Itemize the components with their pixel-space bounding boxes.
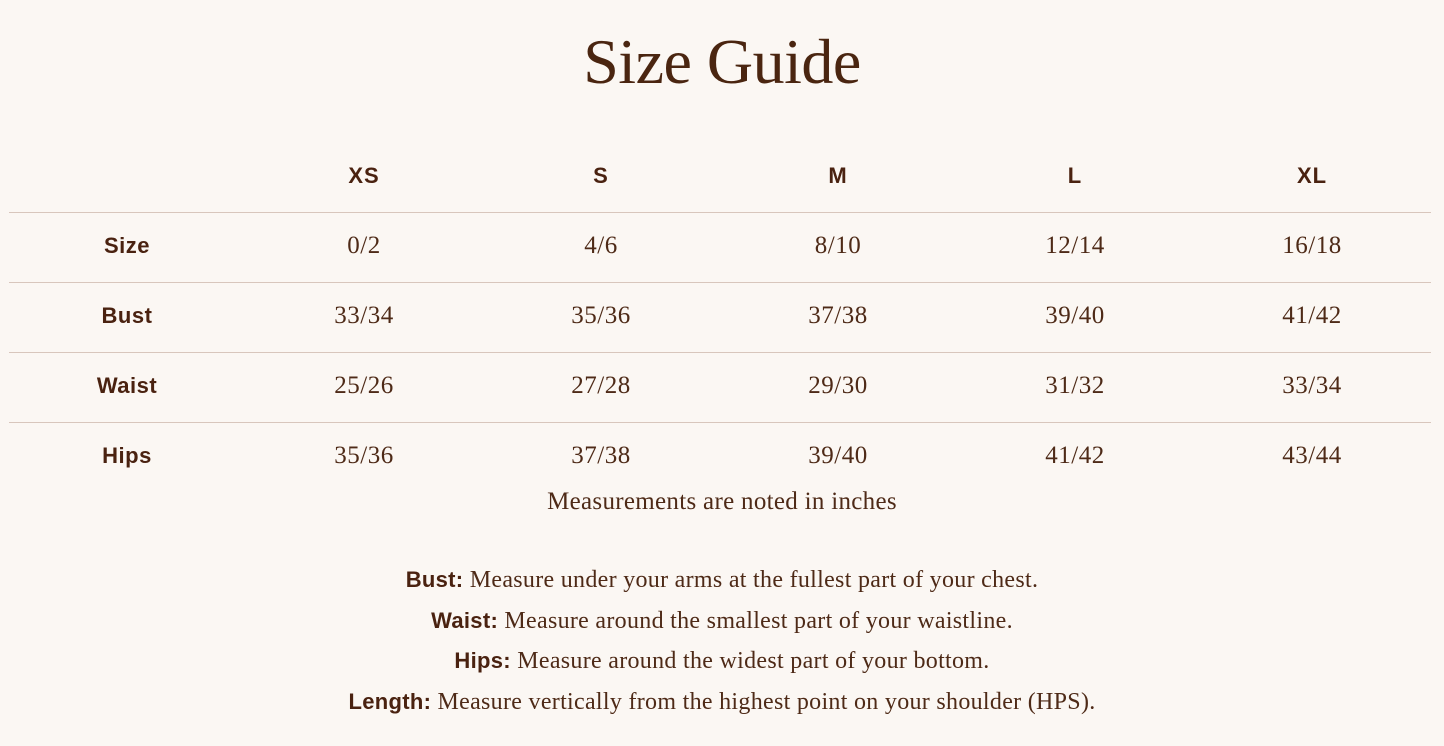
table-cell: 29/30 bbox=[808, 372, 868, 399]
definition-term: Length: bbox=[348, 689, 432, 715]
table-cell: 16/18 bbox=[1282, 232, 1342, 259]
definition-term: Bust: bbox=[405, 567, 464, 592]
row-label: Hips bbox=[102, 443, 152, 468]
definition-bust bbox=[0, 560, 1444, 601]
size-table bbox=[9, 143, 1431, 492]
table-cell: 33/34 bbox=[1282, 372, 1342, 399]
table-cell: 33/34 bbox=[334, 302, 394, 329]
table-header-row bbox=[9, 143, 1431, 213]
table-row bbox=[9, 283, 1431, 353]
table-cell: 8/10 bbox=[814, 232, 862, 259]
definition-text: Measure under your arms at the fullest part of your chest. bbox=[463, 567, 1039, 593]
table-cell: 41/42 bbox=[1045, 442, 1105, 469]
table-cell: 25/26 bbox=[334, 372, 394, 399]
table-cell: 4/6 bbox=[584, 232, 618, 259]
column-header: M bbox=[828, 163, 848, 188]
table-cell: 39/40 bbox=[1045, 302, 1105, 329]
units-note: Measurements are noted in inches bbox=[547, 488, 897, 515]
table-cell: 43/44 bbox=[1282, 442, 1342, 469]
table-row bbox=[9, 423, 1431, 492]
definition-text: Measure around the smallest part of your waistline. bbox=[498, 607, 1013, 634]
definition-text: Measure vertically from the highest point on your shoulder (HPS). bbox=[431, 689, 1096, 716]
column-header: S bbox=[593, 163, 609, 188]
table-row bbox=[9, 353, 1431, 423]
table-cell: 37/38 bbox=[571, 442, 631, 469]
table-cell: 37/38 bbox=[808, 302, 868, 329]
definition-term: Hips: bbox=[454, 648, 511, 674]
table-cell: 39/40 bbox=[808, 442, 868, 469]
row-label: Waist bbox=[96, 373, 158, 398]
table-cell: 35/36 bbox=[571, 302, 631, 329]
column-header: L bbox=[1067, 163, 1083, 188]
definition-length bbox=[0, 682, 1444, 723]
table-cell: 12/14 bbox=[1045, 232, 1105, 259]
column-header: XS bbox=[348, 163, 380, 188]
table-cell: 27/28 bbox=[571, 372, 631, 399]
page-title: Size Guide bbox=[583, 26, 861, 97]
table-cell: 0/2 bbox=[347, 232, 381, 259]
definition-term: Waist: bbox=[431, 607, 499, 633]
table-cell: 35/36 bbox=[334, 442, 394, 469]
table-cell: 41/42 bbox=[1282, 302, 1342, 329]
definition-text: Measure around the widest part of your bottom. bbox=[510, 648, 990, 675]
row-label: Size bbox=[103, 233, 151, 258]
definition-waist bbox=[0, 601, 1444, 642]
table-row bbox=[9, 213, 1431, 283]
table-cell: 31/32 bbox=[1045, 372, 1105, 399]
measurement-definitions bbox=[0, 560, 1444, 723]
row-label: Bust bbox=[101, 303, 153, 328]
definition-hips bbox=[0, 641, 1444, 682]
column-header: XL bbox=[1296, 163, 1328, 188]
